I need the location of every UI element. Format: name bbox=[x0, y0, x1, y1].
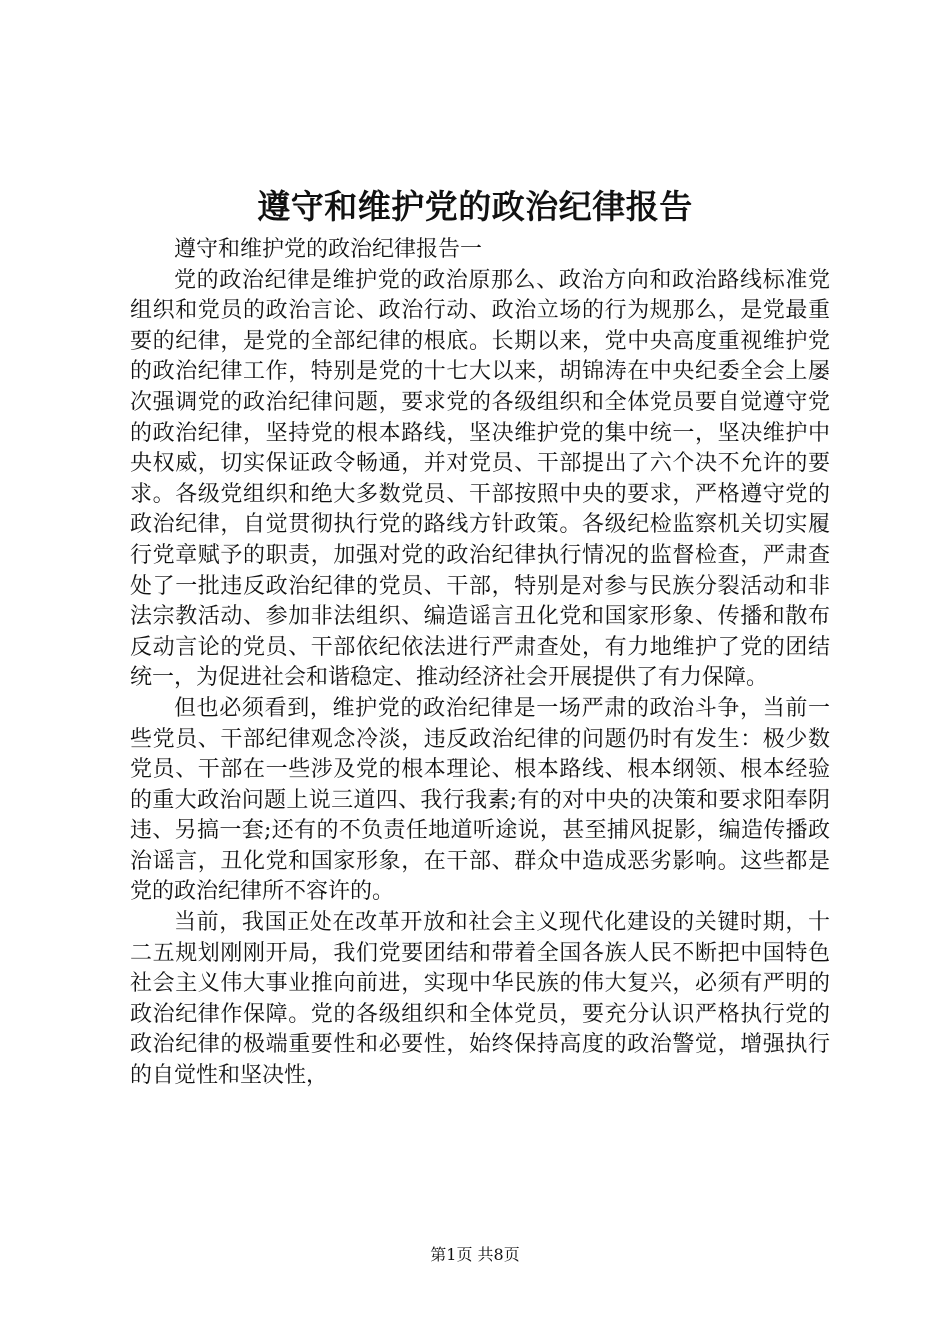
body-paragraph: 当前，我国正处在改革开放和社会主义现代化建设的关键时期，十二五规划刚刚开局，我们党要团结和带着全国各族人民不断把中国特色社会主义伟大事业推向前进，实现中华民族的伟大复兴，必须有严明的政治纪律作保障。党的各级组织和全体党员，要充分认识严格执行党的政治纪律的极端重要性和必要性，始终保持高度的政治警觉，增强执行的自觉性和坚决性， bbox=[130, 910, 830, 1089]
document-body bbox=[130, 235, 830, 1092]
document-title: 遵守和维护党的政治纪律报告 bbox=[257, 187, 693, 226]
page-number-footer: 第1页 共8页 bbox=[430, 1245, 520, 1264]
body-paragraph: 但也必须看到，维护党的政治纪律是一场严肃的政治斗争，当前一些党员、干部纪律观念冷淡，违反政治纪律的问题仍时有发生：极少数党员、干部在一些涉及党的根本理论、根本路线、根本纲领、根本经验的重大政治问题上说三道四、我行我素;有的对中央的决策和要求阳奉阴违、另搞一套;还有的不负责任地道听途说，甚至捕风捉影，编造传播政治谣言，丑化党和国家形象，在干部、群众中造成恶劣影响。这些都是党的政治纪律所不容许的。 bbox=[130, 695, 830, 905]
section-heading: 遵守和维护党的政治纪律报告一 bbox=[174, 237, 483, 262]
body-paragraph: 党的政治纪律是维护党的政治原那么、政治方向和政治路线标准党组织和党员的政治言论、政治行动、政治立场的行为规那么，是党最重要的纪律，是党的全部纪律的根底。长期以来，党中央高度重视维护党的政治纪律工作，特别是党的十七大以来，胡锦涛在中央纪委全会上屡次强调党的政治纪律问题，要求党的各级组织和全体党员要自觉遵守党的政治纪律，坚持党的根本路线，坚决维护党的集中统一，坚决维护中央权威，切实保证政令畅通，并对党员、干部提出了六个决不允许的要求。各级党组织和绝大多数党员、干部按照中央的要求，严格遵守党的政治纪律，自觉贯彻执行党的路线方针政策。各级纪检监察机关切实履行党章赋予的职责，加强对党的政治纪律执行情况的监督检查，严肃查处了一批违反政治纪律的党员、干部，特别是对参与民族分裂活动和非法宗教活动、参加非法组织、编造谣言丑化党和国家形象、传播和散布反动言论的党员、干部依纪依法进行严肃查处，有力地维护了党的团结统一，为促进社会和谐稳定、推动经济社会开展提供了有力保障。 bbox=[130, 267, 830, 691]
